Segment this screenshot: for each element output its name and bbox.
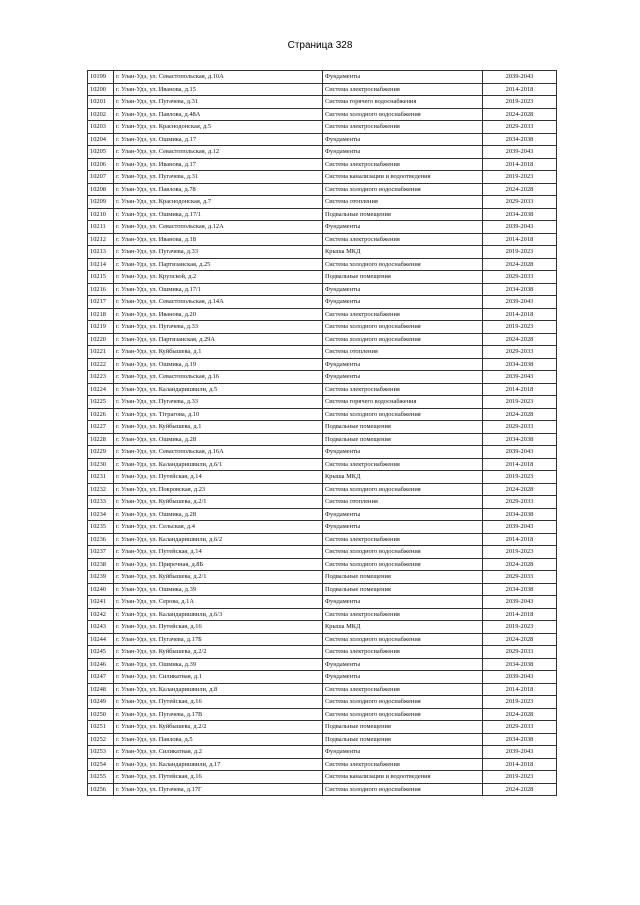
table-row bbox=[88, 308, 557, 321]
record-number-cell: 10209 bbox=[88, 196, 114, 209]
address-cell: г. Улан-Удэ, ул. Пугачева, д.31 bbox=[114, 96, 323, 109]
record-number-cell: 10215 bbox=[88, 271, 114, 284]
system-name-cell: Система холодного водоснабжения bbox=[323, 696, 483, 709]
system-name-cell: Фундаменты bbox=[323, 71, 483, 84]
table-row bbox=[88, 671, 557, 684]
table-row bbox=[88, 221, 557, 234]
record-number-cell: 10244 bbox=[88, 633, 114, 646]
system-name-cell: Система электроснабжения bbox=[323, 533, 483, 546]
system-name-cell: Система электроснабжения bbox=[323, 683, 483, 696]
system-name-cell: Фундаменты bbox=[323, 746, 483, 759]
address-cell: г. Улан-Удэ, ул. Покровская, д.23 bbox=[114, 483, 323, 496]
record-number-cell: 10203 bbox=[88, 121, 114, 134]
address-cell: г. Улан-Удэ, ул. Каландаришвили, д.8 bbox=[114, 683, 323, 696]
address-cell: г. Улан-Удэ, ул. Каландаришвили, д.5 bbox=[114, 383, 323, 396]
period-cell: 2034-2038 bbox=[483, 208, 557, 221]
period-cell: 2024-2028 bbox=[483, 108, 557, 121]
table-row bbox=[88, 321, 557, 334]
table-row bbox=[88, 283, 557, 296]
address-cell: г. Улан-Удэ, ул. Иванова, д.18 bbox=[114, 233, 323, 246]
system-name-cell: Система канализации и водоотведения bbox=[323, 771, 483, 784]
period-cell: 2029-2033 bbox=[483, 196, 557, 209]
period-cell: 2039-2043 bbox=[483, 521, 557, 534]
record-number-cell: 10229 bbox=[88, 446, 114, 459]
system-name-cell: Система холодного водоснабжения bbox=[323, 333, 483, 346]
record-number-cell: 10249 bbox=[88, 696, 114, 709]
address-cell: г. Улан-Удэ, ул. Краснодонская, д.7 bbox=[114, 196, 323, 209]
system-name-cell: Система электроснабжения bbox=[323, 608, 483, 621]
table-row bbox=[88, 533, 557, 546]
period-cell: 2019-2023 bbox=[483, 396, 557, 409]
period-cell: 2014-2018 bbox=[483, 758, 557, 771]
record-number-cell: 10205 bbox=[88, 146, 114, 159]
address-cell: г. Улан-Удэ, ул. Путейская, д.14 bbox=[114, 471, 323, 484]
system-name-cell: Система холодного водоснабжения bbox=[323, 546, 483, 559]
address-cell: г. Улан-Удэ, ул. Пугачева, д.33 bbox=[114, 396, 323, 409]
record-number-cell: 10243 bbox=[88, 621, 114, 634]
record-number-cell: 10255 bbox=[88, 771, 114, 784]
system-name-cell: Фундаменты bbox=[323, 658, 483, 671]
record-number-cell: 10248 bbox=[88, 683, 114, 696]
table-row bbox=[88, 196, 557, 209]
record-number-cell: 10217 bbox=[88, 296, 114, 309]
period-cell: 2019-2023 bbox=[483, 621, 557, 634]
table-row bbox=[88, 121, 557, 134]
system-name-cell: Система электроснабжения bbox=[323, 83, 483, 96]
address-cell: г. Улан-Удэ, ул. Каландаришвили, д.6/3 bbox=[114, 608, 323, 621]
record-number-cell: 10247 bbox=[88, 671, 114, 684]
address-cell: г. Улан-Удэ, ул. Пугачева, д.17В bbox=[114, 708, 323, 721]
system-name-cell: Система холодного водоснабжения bbox=[323, 783, 483, 796]
table-row bbox=[88, 758, 557, 771]
period-cell: 2019-2023 bbox=[483, 696, 557, 709]
registry-table bbox=[87, 70, 557, 796]
record-number-cell: 10236 bbox=[88, 533, 114, 546]
record-number-cell: 10218 bbox=[88, 308, 114, 321]
system-name-cell: Подвальные помещения bbox=[323, 583, 483, 596]
period-cell: 2024-2028 bbox=[483, 783, 557, 796]
period-cell: 2019-2023 bbox=[483, 96, 557, 109]
period-cell: 2039-2043 bbox=[483, 371, 557, 384]
table-row bbox=[88, 458, 557, 471]
table-row bbox=[88, 233, 557, 246]
table-row bbox=[88, 396, 557, 409]
period-cell: 2029-2033 bbox=[483, 496, 557, 509]
system-name-cell: Система холодного водоснабжения bbox=[323, 321, 483, 334]
table-row bbox=[88, 683, 557, 696]
table-row bbox=[88, 496, 557, 509]
period-cell: 2039-2043 bbox=[483, 596, 557, 609]
period-cell: 2039-2043 bbox=[483, 71, 557, 84]
address-cell: г. Улан-Удэ, ул. Ошмика, д.17/1 bbox=[114, 283, 323, 296]
period-cell: 2034-2038 bbox=[483, 358, 557, 371]
address-cell: г. Улан-Удэ, ул. Партизанская, д.25 bbox=[114, 258, 323, 271]
record-number-cell: 10212 bbox=[88, 233, 114, 246]
address-cell: г. Улан-Удэ, ул. Иванова, д.20 bbox=[114, 308, 323, 321]
system-name-cell: Крыша МКД bbox=[323, 621, 483, 634]
address-cell: г. Улан-Удэ, ул. Севастопольская, д.16А bbox=[114, 446, 323, 459]
period-cell: 2034-2038 bbox=[483, 658, 557, 671]
period-cell: 2024-2028 bbox=[483, 258, 557, 271]
period-cell: 2024-2028 bbox=[483, 183, 557, 196]
address-cell: г. Улан-Удэ, ул. Крупской, д.2 bbox=[114, 271, 323, 284]
system-name-cell: Крыша МКД bbox=[323, 471, 483, 484]
record-number-cell: 10204 bbox=[88, 133, 114, 146]
period-cell: 2039-2043 bbox=[483, 296, 557, 309]
table-row bbox=[88, 371, 557, 384]
system-name-cell: Фундаменты bbox=[323, 283, 483, 296]
table-row bbox=[88, 271, 557, 284]
record-number-cell: 10231 bbox=[88, 471, 114, 484]
address-cell: г. Улан-Удэ, ул. Силикатная, д.2 bbox=[114, 746, 323, 759]
system-name-cell: Система электроснабжения bbox=[323, 158, 483, 171]
record-number-cell: 10226 bbox=[88, 408, 114, 421]
system-name-cell: Подвальные помещения bbox=[323, 433, 483, 446]
period-cell: 2034-2038 bbox=[483, 433, 557, 446]
table-row bbox=[88, 246, 557, 259]
address-cell: г. Улан-Удэ, ул. Ошмика, д.39 bbox=[114, 583, 323, 596]
address-cell: г. Улан-Удэ, ул. Путейская, д.14 bbox=[114, 546, 323, 559]
address-cell: г. Улан-Удэ, ул. Каландаришвили, д.6/2 bbox=[114, 533, 323, 546]
address-cell: г. Улан-Удэ, ул. Приречная, д.8Б bbox=[114, 558, 323, 571]
record-number-cell: 10232 bbox=[88, 483, 114, 496]
address-cell: г. Улан-Удэ, ул. Севастопольская, д.12 bbox=[114, 146, 323, 159]
address-cell: г. Улан-Удэ, ул. Партизанская, д.29А bbox=[114, 333, 323, 346]
period-cell: 2029-2033 bbox=[483, 421, 557, 434]
system-name-cell: Система электроснабжения bbox=[323, 121, 483, 134]
table-row bbox=[88, 733, 557, 746]
record-number-cell: 10254 bbox=[88, 758, 114, 771]
table-row bbox=[88, 383, 557, 396]
system-name-cell: Система холодного водоснабжения bbox=[323, 108, 483, 121]
record-number-cell: 10200 bbox=[88, 83, 114, 96]
system-name-cell: Фундаменты bbox=[323, 221, 483, 234]
record-number-cell: 10242 bbox=[88, 608, 114, 621]
record-number-cell: 10202 bbox=[88, 108, 114, 121]
record-number-cell: 10225 bbox=[88, 396, 114, 409]
record-number-cell: 10221 bbox=[88, 346, 114, 359]
address-cell: г. Улан-Удэ, ул. Ошмика, д.39 bbox=[114, 658, 323, 671]
system-name-cell: Система отопления bbox=[323, 496, 483, 509]
record-number-cell: 10213 bbox=[88, 246, 114, 259]
system-name-cell: Фундаменты bbox=[323, 508, 483, 521]
address-cell: г. Улан-Удэ, ул. Пугачева, д.33 bbox=[114, 321, 323, 334]
address-cell: г. Улан-Удэ, ул. Куйбышева, д.1 bbox=[114, 421, 323, 434]
period-cell: 2019-2023 bbox=[483, 171, 557, 184]
address-cell: г. Улан-Удэ, ул. Каландаришвили, д.6/1 bbox=[114, 458, 323, 471]
record-number-cell: 10245 bbox=[88, 646, 114, 659]
table-row bbox=[88, 721, 557, 734]
period-cell: 2039-2043 bbox=[483, 746, 557, 759]
system-name-cell: Крыша МКД bbox=[323, 246, 483, 259]
system-name-cell: Фундаменты bbox=[323, 521, 483, 534]
record-number-cell: 10219 bbox=[88, 321, 114, 334]
page-title: Страница 328 bbox=[287, 40, 353, 51]
system-name-cell: Система холодного водоснабжения bbox=[323, 183, 483, 196]
record-number-cell: 10256 bbox=[88, 783, 114, 796]
address-cell: г. Улан-Удэ, ул. Куйбышева, д.2/2 bbox=[114, 721, 323, 734]
table-row bbox=[88, 158, 557, 171]
period-cell: 2029-2033 bbox=[483, 571, 557, 584]
table-row bbox=[88, 583, 557, 596]
period-cell: 2034-2038 bbox=[483, 733, 557, 746]
system-name-cell: Система горячего водоснабжения bbox=[323, 96, 483, 109]
period-cell: 2034-2038 bbox=[483, 583, 557, 596]
period-cell: 2019-2023 bbox=[483, 546, 557, 559]
table-row bbox=[88, 358, 557, 371]
table-row bbox=[88, 558, 557, 571]
record-number-cell: 10234 bbox=[88, 508, 114, 521]
record-number-cell: 10253 bbox=[88, 746, 114, 759]
record-number-cell: 10207 bbox=[88, 171, 114, 184]
table-row bbox=[88, 596, 557, 609]
system-name-cell: Система холодного водоснабжения bbox=[323, 558, 483, 571]
period-cell: 2024-2028 bbox=[483, 708, 557, 721]
period-cell: 2014-2018 bbox=[483, 683, 557, 696]
record-number-cell: 10235 bbox=[88, 521, 114, 534]
table-row bbox=[88, 408, 557, 421]
system-name-cell: Подвальные помещения bbox=[323, 208, 483, 221]
record-number-cell: 10199 bbox=[88, 71, 114, 84]
table-row bbox=[88, 608, 557, 621]
record-number-cell: 10210 bbox=[88, 208, 114, 221]
record-number-cell: 10239 bbox=[88, 571, 114, 584]
record-number-cell: 10216 bbox=[88, 283, 114, 296]
table-row bbox=[88, 346, 557, 359]
table-row bbox=[88, 258, 557, 271]
period-cell: 2039-2043 bbox=[483, 146, 557, 159]
system-name-cell: Система холодного водоснабжения bbox=[323, 483, 483, 496]
address-cell: г. Улан-Удэ, ул. Севастопольская, д.14А bbox=[114, 296, 323, 309]
table-row bbox=[88, 696, 557, 709]
record-number-cell: 10237 bbox=[88, 546, 114, 559]
period-cell: 2014-2018 bbox=[483, 158, 557, 171]
table-row bbox=[88, 508, 557, 521]
table-row bbox=[88, 771, 557, 784]
period-cell: 2034-2038 bbox=[483, 133, 557, 146]
system-name-cell: Система холодного водоснабжения bbox=[323, 258, 483, 271]
table-row bbox=[88, 96, 557, 109]
system-name-cell: Подвальные помещения bbox=[323, 271, 483, 284]
record-number-cell: 10214 bbox=[88, 258, 114, 271]
table-row bbox=[88, 521, 557, 534]
table-row bbox=[88, 71, 557, 84]
system-name-cell: Система канализации и водоотведения bbox=[323, 171, 483, 184]
system-name-cell: Система электроснабжения bbox=[323, 646, 483, 659]
table-row bbox=[88, 171, 557, 184]
address-cell: г. Улан-Удэ, ул. Иванова, д.15 bbox=[114, 83, 323, 96]
record-number-cell: 10228 bbox=[88, 433, 114, 446]
address-cell: г. Улан-Удэ, ул. Севастопольская, д.12А bbox=[114, 221, 323, 234]
period-cell: 2039-2043 bbox=[483, 671, 557, 684]
system-name-cell: Система горячего водоснабжения bbox=[323, 396, 483, 409]
record-number-cell: 10220 bbox=[88, 333, 114, 346]
table-row bbox=[88, 633, 557, 646]
record-number-cell: 10230 bbox=[88, 458, 114, 471]
period-cell: 2014-2018 bbox=[483, 458, 557, 471]
table-row bbox=[88, 108, 557, 121]
period-cell: 2014-2018 bbox=[483, 533, 557, 546]
record-number-cell: 10250 bbox=[88, 708, 114, 721]
table-row bbox=[88, 571, 557, 584]
table-row bbox=[88, 333, 557, 346]
table-row bbox=[88, 183, 557, 196]
address-cell: г. Улан-Удэ, ул. Пугачева, д.33 bbox=[114, 246, 323, 259]
system-name-cell: Система электроснабжения bbox=[323, 308, 483, 321]
system-name-cell: Система отопления bbox=[323, 196, 483, 209]
address-cell: г. Улан-Удэ, ул. Силикатная, д.1 bbox=[114, 671, 323, 684]
record-number-cell: 10227 bbox=[88, 421, 114, 434]
system-name-cell: Фундаменты bbox=[323, 296, 483, 309]
table-row bbox=[88, 433, 557, 446]
record-number-cell: 10233 bbox=[88, 496, 114, 509]
table-row bbox=[88, 83, 557, 96]
period-cell: 2014-2018 bbox=[483, 608, 557, 621]
address-cell: г. Улан-Удэ, ул. Павлова, д.78 bbox=[114, 183, 323, 196]
record-number-cell: 10208 bbox=[88, 183, 114, 196]
period-cell: 2024-2028 bbox=[483, 333, 557, 346]
record-number-cell: 10240 bbox=[88, 583, 114, 596]
system-name-cell: Фундаменты bbox=[323, 358, 483, 371]
address-cell: г. Улан-Удэ, ул. Ошмика, д.28 bbox=[114, 508, 323, 521]
period-cell: 2029-2033 bbox=[483, 646, 557, 659]
address-cell: г. Улан-Удэ, ул. Путейская, д.16 bbox=[114, 621, 323, 634]
registry-table-body bbox=[88, 71, 557, 796]
record-number-cell: 10241 bbox=[88, 596, 114, 609]
address-cell: г. Улан-Удэ, ул. Путейская, д.16 bbox=[114, 696, 323, 709]
period-cell: 2029-2033 bbox=[483, 271, 557, 284]
system-name-cell: Система холодного водоснабжения bbox=[323, 708, 483, 721]
system-name-cell: Система холодного водоснабжения bbox=[323, 408, 483, 421]
table-row bbox=[88, 296, 557, 309]
address-cell: г. Улан-Удэ, ул. Серова, д.1А bbox=[114, 596, 323, 609]
table-row bbox=[88, 783, 557, 796]
address-cell: г. Улан-Удэ, ул. Ошмика, д.28 bbox=[114, 433, 323, 446]
table-row bbox=[88, 446, 557, 459]
period-cell: 2014-2018 bbox=[483, 308, 557, 321]
record-number-cell: 10238 bbox=[88, 558, 114, 571]
record-number-cell: 10211 bbox=[88, 221, 114, 234]
address-cell: г. Улан-Удэ, ул. Сельская, д.4 bbox=[114, 521, 323, 534]
period-cell: 2024-2028 bbox=[483, 558, 557, 571]
table-row bbox=[88, 746, 557, 759]
table-row bbox=[88, 658, 557, 671]
table-row bbox=[88, 471, 557, 484]
record-number-cell: 10251 bbox=[88, 721, 114, 734]
table-row bbox=[88, 546, 557, 559]
system-name-cell: Система электроснабжения bbox=[323, 758, 483, 771]
period-cell: 2024-2028 bbox=[483, 408, 557, 421]
address-cell: г. Улан-Удэ, ул. Краснодонская, д.5 bbox=[114, 121, 323, 134]
address-cell: г. Улан-Удэ, ул. Куйбышева, д.1 bbox=[114, 346, 323, 359]
address-cell: г. Улан-Удэ, ул. Павлова, д.5 bbox=[114, 733, 323, 746]
table-row bbox=[88, 621, 557, 634]
table-row bbox=[88, 146, 557, 159]
period-cell: 2014-2018 bbox=[483, 383, 557, 396]
period-cell: 2024-2028 bbox=[483, 633, 557, 646]
address-cell: г. Улан-Удэ, ул. Ошмика, д.17/1 bbox=[114, 208, 323, 221]
period-cell: 2029-2033 bbox=[483, 346, 557, 359]
period-cell: 2034-2038 bbox=[483, 283, 557, 296]
table-row bbox=[88, 708, 557, 721]
record-number-cell: 10252 bbox=[88, 733, 114, 746]
address-cell: г. Улан-Удэ, ул. Куйбышева, д.2/1 bbox=[114, 496, 323, 509]
address-cell: г. Улан-Удэ, ул. Павлова, д.48А bbox=[114, 108, 323, 121]
table-row bbox=[88, 208, 557, 221]
period-cell: 2039-2043 bbox=[483, 446, 557, 459]
address-cell: г. Улан-Удэ, ул. Пугачева, д.17Б bbox=[114, 633, 323, 646]
system-name-cell: Подвальные помещения bbox=[323, 571, 483, 584]
system-name-cell: Фундаменты bbox=[323, 596, 483, 609]
system-name-cell: Система отопления bbox=[323, 346, 483, 359]
period-cell: 2034-2038 bbox=[483, 508, 557, 521]
system-name-cell: Фундаменты bbox=[323, 371, 483, 384]
period-cell: 2014-2018 bbox=[483, 83, 557, 96]
table-row bbox=[88, 483, 557, 496]
address-cell: г. Улан-Удэ, ул. Куйбышева, д.2/1 bbox=[114, 571, 323, 584]
system-name-cell: Фундаменты bbox=[323, 671, 483, 684]
address-cell: г. Улан-Удэ, ул. Пугачева, д.17Г bbox=[114, 783, 323, 796]
system-name-cell: Фундаменты bbox=[323, 446, 483, 459]
record-number-cell: 10206 bbox=[88, 158, 114, 171]
address-cell: г. Улан-Удэ, ул. Куйбышева, д.2/2 bbox=[114, 646, 323, 659]
address-cell: г. Улан-Удэ, ул. Ошмика, д.17 bbox=[114, 133, 323, 146]
table-row bbox=[88, 133, 557, 146]
system-name-cell: Система холодного водоснабжения bbox=[323, 633, 483, 646]
system-name-cell: Подвальные помещения bbox=[323, 733, 483, 746]
period-cell: 2019-2023 bbox=[483, 321, 557, 334]
address-cell: г. Улан-Удэ, ул. Севастопольская, д.10А bbox=[114, 71, 323, 84]
period-cell: 2024-2028 bbox=[483, 483, 557, 496]
address-cell: г. Улан-Удэ, ул. Путейская, д.16 bbox=[114, 771, 323, 784]
table-row bbox=[88, 646, 557, 659]
record-number-cell: 10201 bbox=[88, 96, 114, 109]
period-cell: 2019-2023 bbox=[483, 246, 557, 259]
address-cell: г. Улан-Удэ, ул. Пугачева, д.31 bbox=[114, 171, 323, 184]
address-cell: г. Улан-Удэ, ул. Иванова, д.17 bbox=[114, 158, 323, 171]
period-cell: 2014-2018 bbox=[483, 233, 557, 246]
record-number-cell: 10222 bbox=[88, 358, 114, 371]
address-cell: г. Улан-Удэ, ул. Тітрагова, д.10 bbox=[114, 408, 323, 421]
record-number-cell: 10223 bbox=[88, 371, 114, 384]
record-number-cell: 10224 bbox=[88, 383, 114, 396]
record-number-cell: 10246 bbox=[88, 658, 114, 671]
period-cell: 2029-2033 bbox=[483, 721, 557, 734]
period-cell: 2019-2023 bbox=[483, 471, 557, 484]
address-cell: г. Улан-Удэ, ул. Каландаришвили, д.17 bbox=[114, 758, 323, 771]
period-cell: 2039-2043 bbox=[483, 221, 557, 234]
period-cell: 2029-2033 bbox=[483, 121, 557, 134]
system-name-cell: Подвальные помещения bbox=[323, 421, 483, 434]
system-name-cell: Фундаменты bbox=[323, 133, 483, 146]
table-row bbox=[88, 421, 557, 434]
period-cell: 2019-2023 bbox=[483, 771, 557, 784]
system-name-cell: Фундаменты bbox=[323, 146, 483, 159]
system-name-cell: Подвальные помещения bbox=[323, 721, 483, 734]
system-name-cell: Система электроснабжения bbox=[323, 233, 483, 246]
system-name-cell: Система электроснабжения bbox=[323, 383, 483, 396]
address-cell: г. Улан-Удэ, ул. Севастопольская, д.16 bbox=[114, 371, 323, 384]
address-cell: г. Улан-Удэ, ул. Ошмика, д.19 bbox=[114, 358, 323, 371]
system-name-cell: Система электроснабжения bbox=[323, 458, 483, 471]
